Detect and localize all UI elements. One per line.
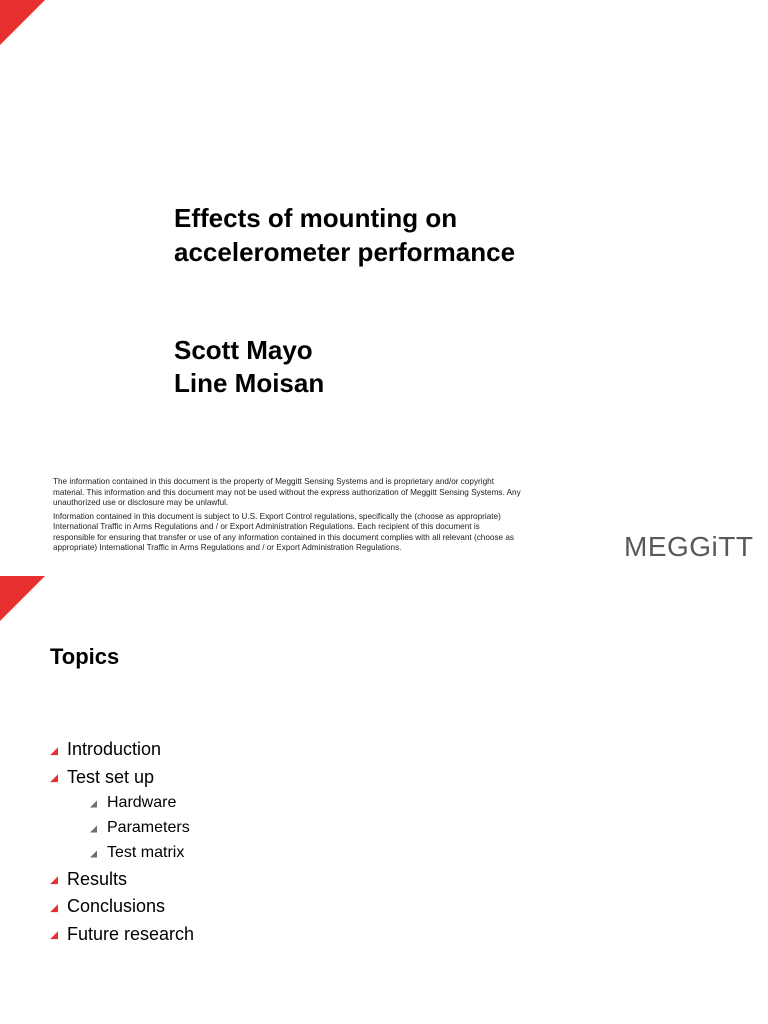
list-item (50, 816, 194, 841)
list-item-label: Future research (67, 923, 195, 944)
topics-slide (0, 576, 768, 1024)
disclaimer-paragraph: Information contained in this document is subject to U.S. Export Control regulations, specifically the (choose as appropriate) International Traffic in Arms Regulations and / or Export Administration Regulations. Each recipient of this document is responsible for ensuring that transfer or use of any information contained in this document complies with all relevant (choose as appropriate) International Traffic in Arms Regulations and / or Export Administration Regulations. (53, 511, 515, 552)
author-list (174, 334, 324, 400)
list-item (50, 865, 194, 893)
list-item-label: Conclusions (67, 896, 166, 917)
disclaimer-paragraph: The information contained in this document is the property of Meggitt Sensing Systems and is proprietary and/or copyright material. This information and this document may not be used without the express authorization of Meggitt Sensing Systems. Any unauthorized use or disclosure may be unlawful. (53, 477, 521, 507)
list-item (50, 764, 194, 792)
gray-triangle-bullet-icon (90, 801, 97, 808)
list-item-label: Test set up (67, 766, 155, 787)
list-item (50, 841, 194, 866)
red-corner-triangle-icon (0, 576, 45, 621)
slide-title (174, 201, 734, 269)
red-triangle-bullet-icon (50, 876, 58, 884)
red-triangle-bullet-icon (50, 747, 58, 755)
list-item-label: Results (67, 868, 128, 889)
list-item (50, 791, 194, 816)
list-item-label: Hardware (107, 794, 177, 812)
red-triangle-bullet-icon (50, 931, 58, 939)
topics-list (50, 736, 194, 948)
red-corner-triangle-icon (0, 0, 45, 45)
legal-disclaimer (53, 477, 523, 557)
author-name: Line Moisan (174, 368, 325, 398)
list-item (50, 893, 194, 921)
list-item (50, 736, 194, 764)
slide-title-line-1: Effects of mounting on (174, 203, 458, 233)
meggitt-logo: MEGGiTT (624, 531, 754, 562)
list-item-label: Introduction (67, 739, 162, 760)
list-item-label: Parameters (107, 819, 190, 837)
gray-triangle-bullet-icon (90, 826, 97, 833)
list-item-label: Test matrix (107, 843, 185, 861)
topics-heading: Topics (50, 644, 120, 669)
gray-triangle-bullet-icon (90, 851, 97, 858)
red-triangle-bullet-icon (50, 904, 58, 912)
list-item (50, 920, 194, 948)
slide-title-line-2: accelerometer performance (174, 237, 516, 267)
red-triangle-bullet-icon (50, 774, 58, 782)
author-name: Scott Mayo (174, 335, 313, 365)
